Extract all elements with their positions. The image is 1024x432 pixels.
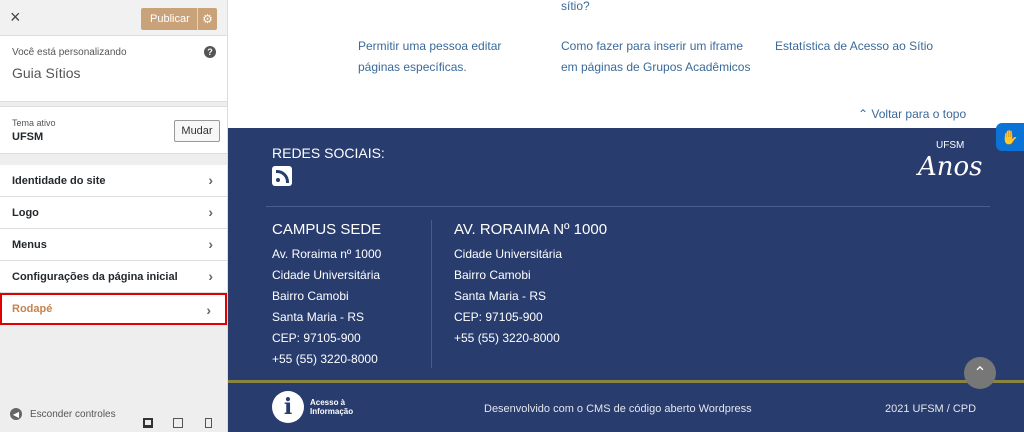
- related-link-fragment[interactable]: sítio?: [561, 0, 590, 13]
- campus-address: [272, 220, 381, 370]
- close-icon[interactable]: ×: [10, 7, 21, 27]
- sidebar-footer: [0, 400, 227, 432]
- chevron-right-icon: ›: [206, 302, 211, 318]
- change-theme-button[interactable]: Mudar: [174, 120, 220, 142]
- chevron-up-icon: ⌃: [858, 107, 869, 121]
- social-header: REDES SOCIAIS:: [272, 145, 385, 161]
- acesso-line: Informação: [310, 407, 354, 416]
- help-icon[interactable]: ?: [204, 46, 216, 58]
- roraima-address: [454, 220, 607, 349]
- chevron-up-icon: ⌃: [973, 365, 987, 382]
- footer-divider: [266, 206, 990, 207]
- menu-item-label: Rodapé: [12, 303, 53, 315]
- link-line: Como fazer para inserir um iframe: [561, 39, 744, 53]
- sidebar-header: [0, 0, 227, 36]
- address-line: Santa Maria - RS: [454, 289, 547, 303]
- related-link-stats[interactable]: Estatística de Acesso ao Sítio: [775, 39, 934, 53]
- copyright: 2021 UFSM / CPD: [885, 403, 977, 415]
- desktop-preview-icon[interactable]: [143, 418, 153, 428]
- logo-ufsm-text: UFSM: [936, 140, 965, 151]
- site-preview: [228, 0, 1024, 432]
- site-name: Guia Sítios: [12, 65, 81, 81]
- related-link-edit-pages[interactable]: [358, 36, 501, 78]
- logo-anos-text: Anos: [918, 152, 983, 182]
- chevron-right-icon: ›: [208, 268, 213, 284]
- related-link-iframe[interactable]: [561, 36, 750, 78]
- customizing-info: [0, 36, 227, 102]
- chevron-right-icon: ›: [208, 236, 213, 252]
- back-to-top-link[interactable]: [858, 107, 966, 121]
- menu-item-menus[interactable]: [0, 229, 227, 261]
- vlibras-accessibility-icon[interactable]: ✋: [996, 123, 1024, 151]
- chevron-right-icon: ›: [208, 172, 213, 188]
- address-line: Cidade Universitária: [454, 247, 563, 261]
- address-line: +55 (55) 3220-8000: [454, 331, 560, 345]
- collapse-icon: ◀: [10, 408, 22, 420]
- acesso-line: Acesso à: [310, 398, 346, 407]
- customizing-label: Você está personalizando: [12, 47, 127, 58]
- address-line: Bairro Camobi: [272, 289, 349, 303]
- menu-item-footer[interactable]: [0, 293, 227, 325]
- customizer-menu: [0, 165, 227, 325]
- site-footer: [228, 128, 1024, 380]
- info-icon: i: [272, 391, 304, 423]
- chevron-right-icon: ›: [208, 204, 213, 220]
- menu-item-logo[interactable]: [0, 197, 227, 229]
- acesso-label: [310, 398, 353, 416]
- menu-item-label: Logo: [12, 207, 39, 219]
- scroll-to-top-button[interactable]: [964, 357, 996, 389]
- address-line: Santa Maria - RS: [272, 310, 365, 324]
- link-line: páginas específicas.: [358, 60, 467, 74]
- theme-name: UFSM: [12, 131, 44, 143]
- developer-credit: Desenvolvido com o CMS de código aberto Wordpress: [484, 403, 752, 415]
- hide-controls-label: Esconder controles: [30, 408, 116, 420]
- address-line: Av. Roraima nº 1000: [272, 247, 382, 261]
- roraima-title: AV. RORAIMA Nº 1000: [454, 221, 608, 238]
- publish-button[interactable]: [141, 8, 217, 30]
- menu-item-label: Menus: [12, 239, 47, 251]
- acesso-informacao-link[interactable]: [272, 391, 353, 423]
- menu-item-label: Configurações da página inicial: [12, 271, 178, 283]
- footer-bottom-bar: [228, 380, 1024, 432]
- campus-title: CAMPUS SEDE: [272, 221, 382, 238]
- publish-label: Publicar: [150, 13, 190, 25]
- active-theme-panel: [0, 106, 227, 154]
- rss-icon[interactable]: [272, 166, 292, 186]
- gear-icon[interactable]: ⚙: [197, 8, 217, 30]
- column-divider: [431, 220, 432, 368]
- menu-item-label: Identidade do site: [12, 175, 106, 187]
- customizer-sidebar: [0, 0, 228, 432]
- address-line: Bairro Camobi: [454, 268, 531, 282]
- menu-item-homepage-settings[interactable]: [0, 261, 227, 293]
- hide-controls-button[interactable]: [10, 408, 116, 420]
- address-line: CEP: 97105-900: [454, 310, 543, 324]
- link-line: Permitir uma pessoa editar: [358, 39, 502, 53]
- ufsm-anos-logo: [908, 138, 983, 193]
- address-line: +55 (55) 3220-8000: [272, 352, 378, 366]
- back-to-top-label: Voltar para o topo: [871, 107, 967, 121]
- menu-item-site-identity[interactable]: [0, 165, 227, 197]
- address-line: CEP: 97105-900: [272, 331, 361, 345]
- address-line: Cidade Universitária: [272, 268, 381, 282]
- theme-label: Tema ativo: [12, 118, 56, 128]
- tablet-preview-icon[interactable]: [173, 418, 183, 428]
- mobile-preview-icon[interactable]: [205, 418, 212, 428]
- link-line: em páginas de Grupos Acadêmicos: [561, 60, 751, 74]
